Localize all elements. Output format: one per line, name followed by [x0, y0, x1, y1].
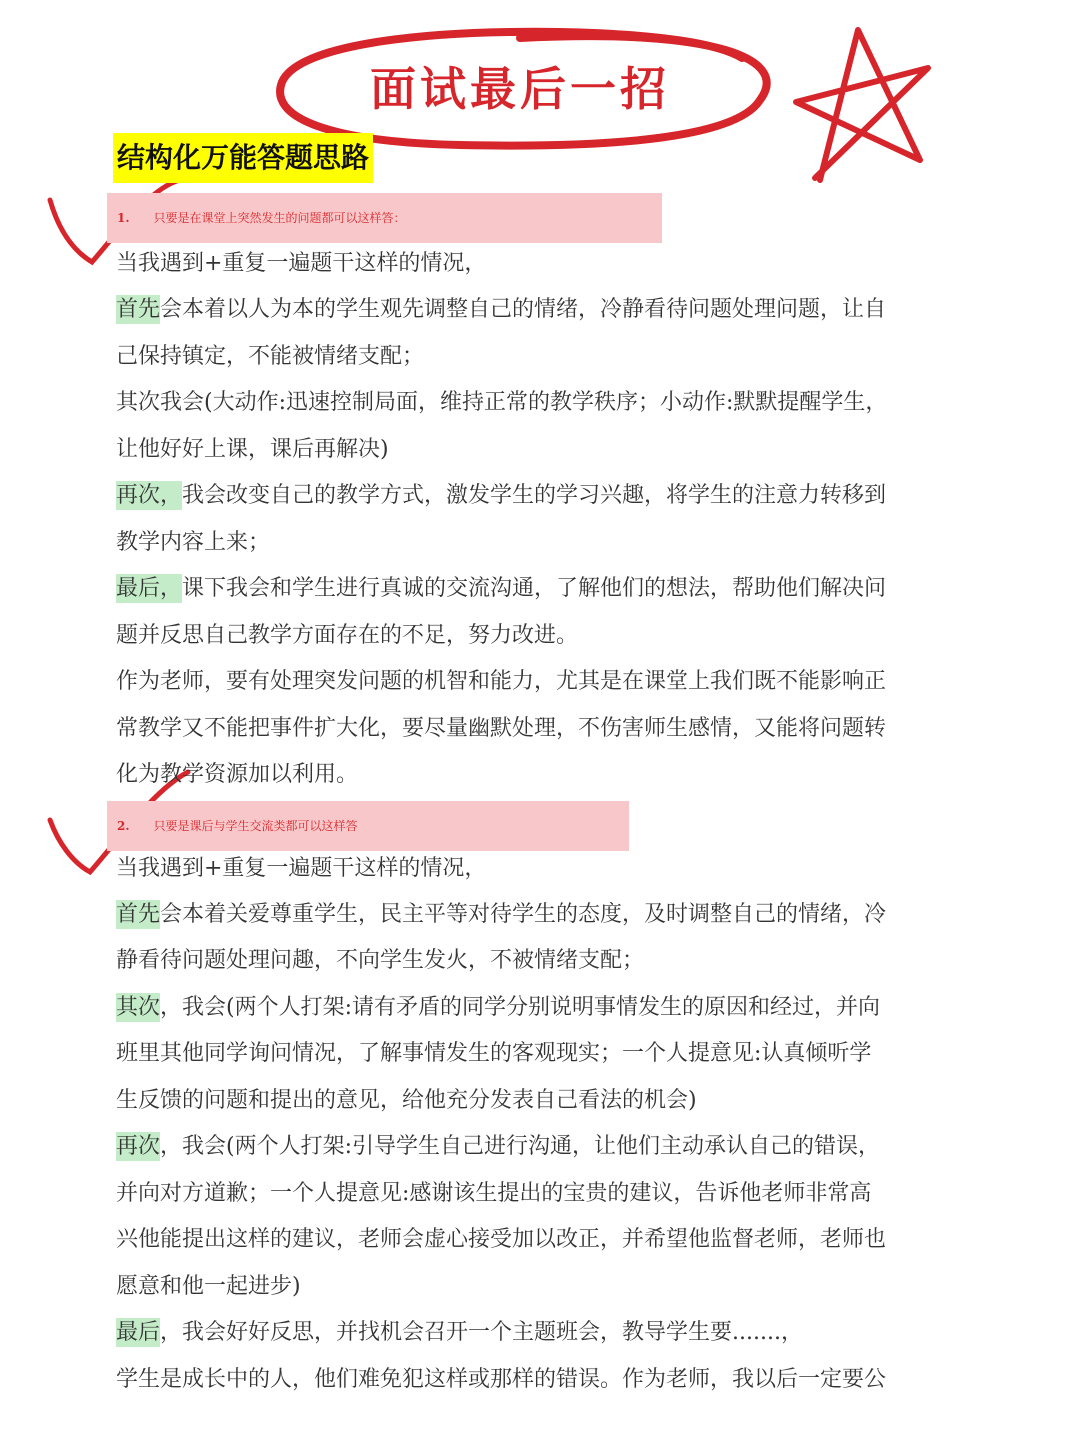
- section-2-p5-line-1: 学生是成长中的人，他们难免犯这样或那样的错误。作为老师，我以后一定要公: [116, 1367, 887, 1392]
- document-subtitle: 结构化万能答题思路: [113, 133, 373, 183]
- star-icon: [796, 30, 928, 180]
- section-1-p5-line-2: 常教学又不能把事件扩大化，要尽量幽默处理，不伤害师生感情，又能将问题转: [116, 716, 887, 741]
- section-1-p5-line-3: 化为教学资源加以利用。: [116, 762, 359, 787]
- section-1-heading-text: 只要是在课堂上突然发生的问题都可以这样答：: [153, 211, 406, 225]
- section-2-p3-line-2: 并向对方道歉；一个人提意见:感谢该生提出的宝贵的建议，告诉他老师非常高: [116, 1181, 872, 1206]
- section-1-intro: 当我遇到+重复一遍题干这样的情况，: [116, 251, 487, 276]
- section-2-heading: [107, 801, 629, 851]
- section-1-p2-line-1: 其次我会(大动作:迅速控制局面，维持正常的教学秩序；小动作:默默提醒学生，: [116, 390, 888, 415]
- section-2-p4-line-1: 最后，我会好好反思，并找机会召开一个主题班会，教导学生要.......，: [116, 1320, 803, 1345]
- section-2-p3-label: 再次: [116, 1134, 161, 1159]
- page-title: 面试最后一招: [370, 62, 670, 116]
- section-2-p4-label: 最后: [116, 1320, 161, 1345]
- section-2-p1-line-2: 静看待问题处理问趣，不向学生发火，不被情绪支配；: [116, 948, 645, 973]
- section-1-p3-label: 再次，: [116, 483, 183, 508]
- section-1-p3-line-1: 再次，我会改变自己的教学方式，激发学生的学习兴趣，将学生的注意力转移到: [116, 483, 887, 508]
- section-2-p1-label: 首先: [116, 902, 161, 927]
- section-1-p3-line-2: 教学内容上来；: [116, 530, 271, 555]
- section-1-p4-line-1: 最后，课下我会和学生进行真诚的交流沟通，了解他们的想法，帮助他们解决问: [116, 576, 887, 601]
- section-2-p1-line-1: 首先会本着关爱尊重学生，民主平等对待学生的态度，及时调整自己的情绪，冷: [116, 902, 887, 927]
- section-1-p4-line-2: 题并反思自己教学方面存在的不足，努力改进。: [116, 623, 579, 648]
- section-1-number: 1.: [117, 211, 130, 225]
- section-1-p1-line-1: 首先会本着以人为本的学生观先调整自己的情绪，冷静看待问题处理问题，让自: [116, 297, 887, 322]
- section-2-p3-line-1: 再次，我会(两个人打架:引导学生自己进行沟通，让他们主动承认自己的错误，: [116, 1134, 881, 1159]
- section-2-p2-line-2: 班里其他同学询问情况，了解事情发生的客观现实；一个人提意见:认真倾听学: [116, 1041, 872, 1066]
- section-1-p1-label: 首先: [116, 297, 161, 322]
- section-2-p2-line-1: 其次，我会(两个人打架:请有矛盾的同学分别说明事情发生的原因和经过，并向: [116, 995, 881, 1020]
- section-2-number: 2.: [117, 819, 130, 833]
- section-2-p3-line-4: 愿意和他一起进步): [116, 1274, 301, 1299]
- section-1-p4-label: 最后，: [116, 576, 183, 601]
- section-2-p2-label: 其次: [116, 995, 161, 1020]
- section-2-heading-text: 只要是课后与学生交流类都可以这样答: [153, 819, 358, 833]
- section-2-intro: 当我遇到+重复一遍题干这样的情况，: [116, 856, 487, 881]
- section-2-p3-line-3: 兴他能提出这样的建议，老师会虚心接受加以改正，并希望他监督老师，老师也: [116, 1227, 887, 1252]
- section-1-p1-line-2: 己保持镇定，不能被情绪支配；: [116, 344, 425, 369]
- section-1-heading: [107, 193, 662, 243]
- section-1-p2-line-2: 让他好好上课，课后再解决): [116, 437, 389, 462]
- section-2-p2-line-3: 生反馈的问题和提出的意见，给他充分发表自己看法的机会): [116, 1088, 697, 1113]
- section-1-p5-line-1: 作为老师，要有处理突发问题的机智和能力，尤其是在课堂上我们既不能影响正: [116, 669, 887, 694]
